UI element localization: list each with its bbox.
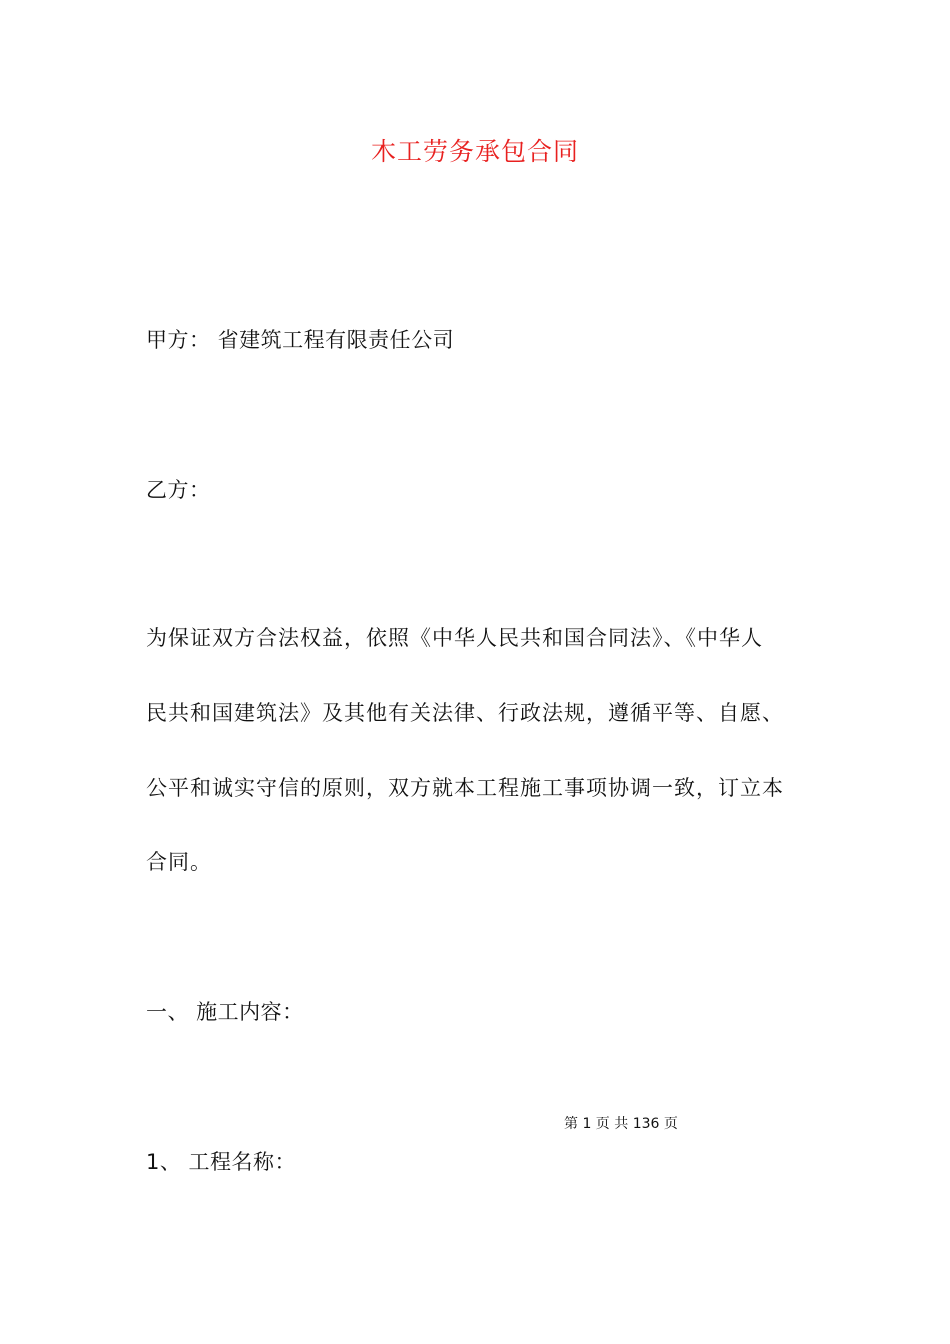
item-project-name: 1、 工程名称：: [146, 1150, 297, 1174]
party-b-line: 乙方：: [146, 478, 211, 502]
preamble-line-2: 民共和国建筑法》及其他有关法律、行政法规，遵循平等、自愿、: [146, 701, 784, 725]
document-title: 木工劳务承包合同: [370, 137, 579, 166]
page-footer: 第 1 页 共 136 页: [564, 1116, 678, 1132]
preamble-line-3: 公平和诚实守信的原则，双方就本工程施工事项协调一致，订立本: [146, 776, 784, 800]
section-heading-construction-content: 一、 施工内容：: [146, 1000, 304, 1024]
preamble-line-1: 为保证双方合法权益，依照《中华人民共和国合同法》、《中华人: [146, 626, 763, 650]
party-a-line: 甲方： 省建筑工程有限责任公司: [146, 328, 455, 352]
preamble-line-4: 合同。: [146, 850, 212, 874]
